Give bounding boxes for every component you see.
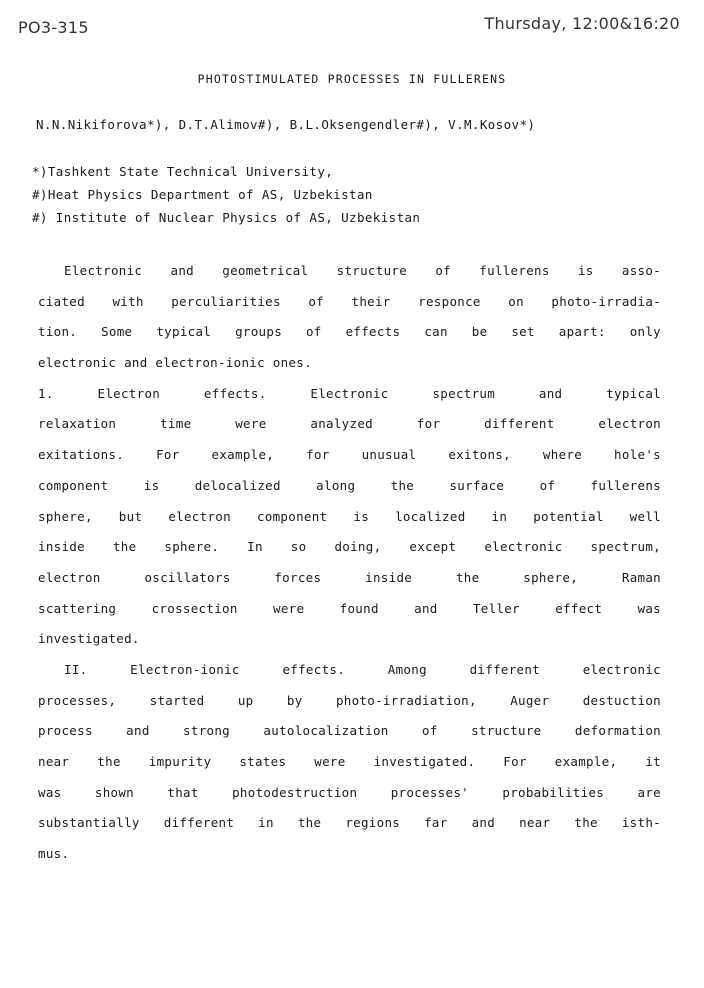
body-line: was shown that photodestruction processes' probabilities are (38, 784, 661, 800)
body-line: ciated with perculiarities of their responce on photo-irradia- (38, 293, 661, 309)
body-line: electron oscillators forces inside the sphere, Raman (38, 569, 661, 585)
body-line: exitations. For example, for unusual exitons, where hole's (38, 447, 661, 463)
body-line: sphere, but electron component is localized in potential well (38, 508, 661, 524)
body-line: scattering crossection were found and Teller effect was (38, 600, 661, 616)
body-line: component is delocalized along the surface of fullerens (38, 477, 661, 493)
affiliation-item: *)Tashkent State Technical University, (32, 164, 334, 179)
body-line: mus. (38, 846, 70, 862)
body-line: near the impurity states were investigated. For example, it (38, 754, 661, 769)
body-line: 1. Electron effects. Electronic spectrum and typical (38, 385, 661, 401)
body-line: process and strong autolocalization of structure deformation (38, 723, 661, 739)
abstract-code: PO3-315 (18, 18, 89, 37)
body-line: substantially different in the regions far and near the isth- (38, 815, 661, 831)
paper-title: PHOTOSTIMULATED PROCESSES IN FULLERENS (197, 72, 507, 86)
author-list: N.N.Nikiforova*), D.T.Alimov#), B.L.Oksengendler#), V.M.Kosov*) (36, 117, 536, 132)
session-date: Thursday, 12:00&16:20 (484, 14, 680, 33)
body-line: Electronic and geometrical structure of fullerens is asso- (64, 263, 661, 278)
affiliation-item: #) Institute of Nuclear Physics of AS, Uzbekistan (32, 210, 421, 225)
body-line: inside the sphere. In so doing, except electronic spectrum, (38, 539, 661, 555)
body-line: electronic and electron-ionic ones. (38, 355, 312, 371)
body-line: relaxation time were analyzed for different electron (38, 416, 661, 432)
abstract-body (38, 261, 661, 875)
body-line: tion. Some typical groups of effects can be set apart: only (38, 324, 661, 340)
body-line: investigated. (38, 631, 140, 647)
affiliation-list (32, 164, 420, 233)
body-line: II. Electron-ionic effects. Among different electronic (64, 661, 661, 677)
affiliation-item: #)Heat Physics Department of AS, Uzbekistan (32, 187, 373, 202)
body-line: processes, started up by photo-irradiation, Auger destuction (38, 692, 661, 708)
